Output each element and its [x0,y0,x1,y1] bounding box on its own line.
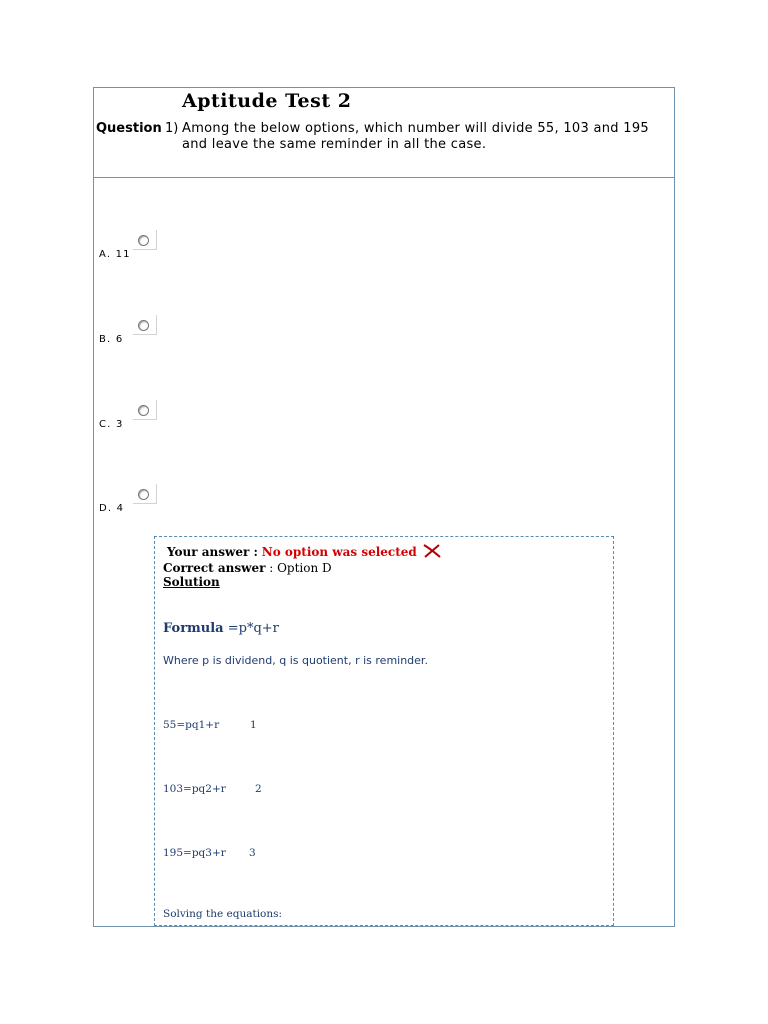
question-header [94,88,674,178]
option-label: B. 6 [99,334,124,345]
question-number: 1) [165,121,179,136]
equation-row [163,847,256,859]
equation-expr: 55=pq1+r [163,719,220,731]
question-text: Among the below options, which number will divide 55, 103 and 195 and leave the same reminder in all the case. [182,121,650,152]
formula-value: =p*q+r [227,621,279,636]
correct-answer-value: : Option D [269,561,332,575]
equation-row [163,719,257,731]
page-title: Aptitude Test 2 [182,90,352,112]
your-answer-value: No option was selected [261,545,417,559]
option-d[interactable] [99,484,179,514]
question-frame [93,87,675,927]
option-b-radio-frame[interactable] [133,315,157,335]
option-label: A. 11 [99,249,131,260]
formula-explanation: Where p is dividend, q is quotient, r is reminder. [163,654,428,667]
option-a-radio-frame[interactable] [133,230,157,250]
option-d-radio-frame[interactable] [133,484,157,504]
option-label: D. 4 [99,503,125,514]
option-label: C. 3 [99,419,124,430]
radio-button[interactable] [138,489,149,500]
option-c-radio-frame[interactable] [133,400,157,420]
radio-button[interactable] [138,235,149,246]
formula-label: Formula [163,621,224,636]
equation-number: 3 [249,847,256,859]
equation-expr: 195=pq3+r [163,847,226,859]
equation-number: 2 [255,783,262,795]
radio-button[interactable] [138,405,149,416]
radio-button[interactable] [138,320,149,331]
option-c[interactable] [99,400,179,430]
answer-panel [154,536,614,926]
equation-expr: 103=pq2+r [163,783,226,795]
option-b[interactable] [99,315,179,345]
equation-row [163,783,262,795]
solving-text: Solving the equations: [163,908,283,920]
option-a[interactable] [99,230,179,260]
question-label: Question [96,121,162,136]
solution-heading [163,575,220,589]
your-answer-line [167,544,441,561]
your-answer-label: Your answer : [167,545,258,559]
equation-number: 1 [250,719,257,731]
formula-line [163,621,279,636]
correct-answer-line [163,561,332,575]
wrong-x-icon [423,544,441,561]
solution-label: Solution [163,575,220,589]
correct-answer-label: Correct answer [163,561,266,575]
